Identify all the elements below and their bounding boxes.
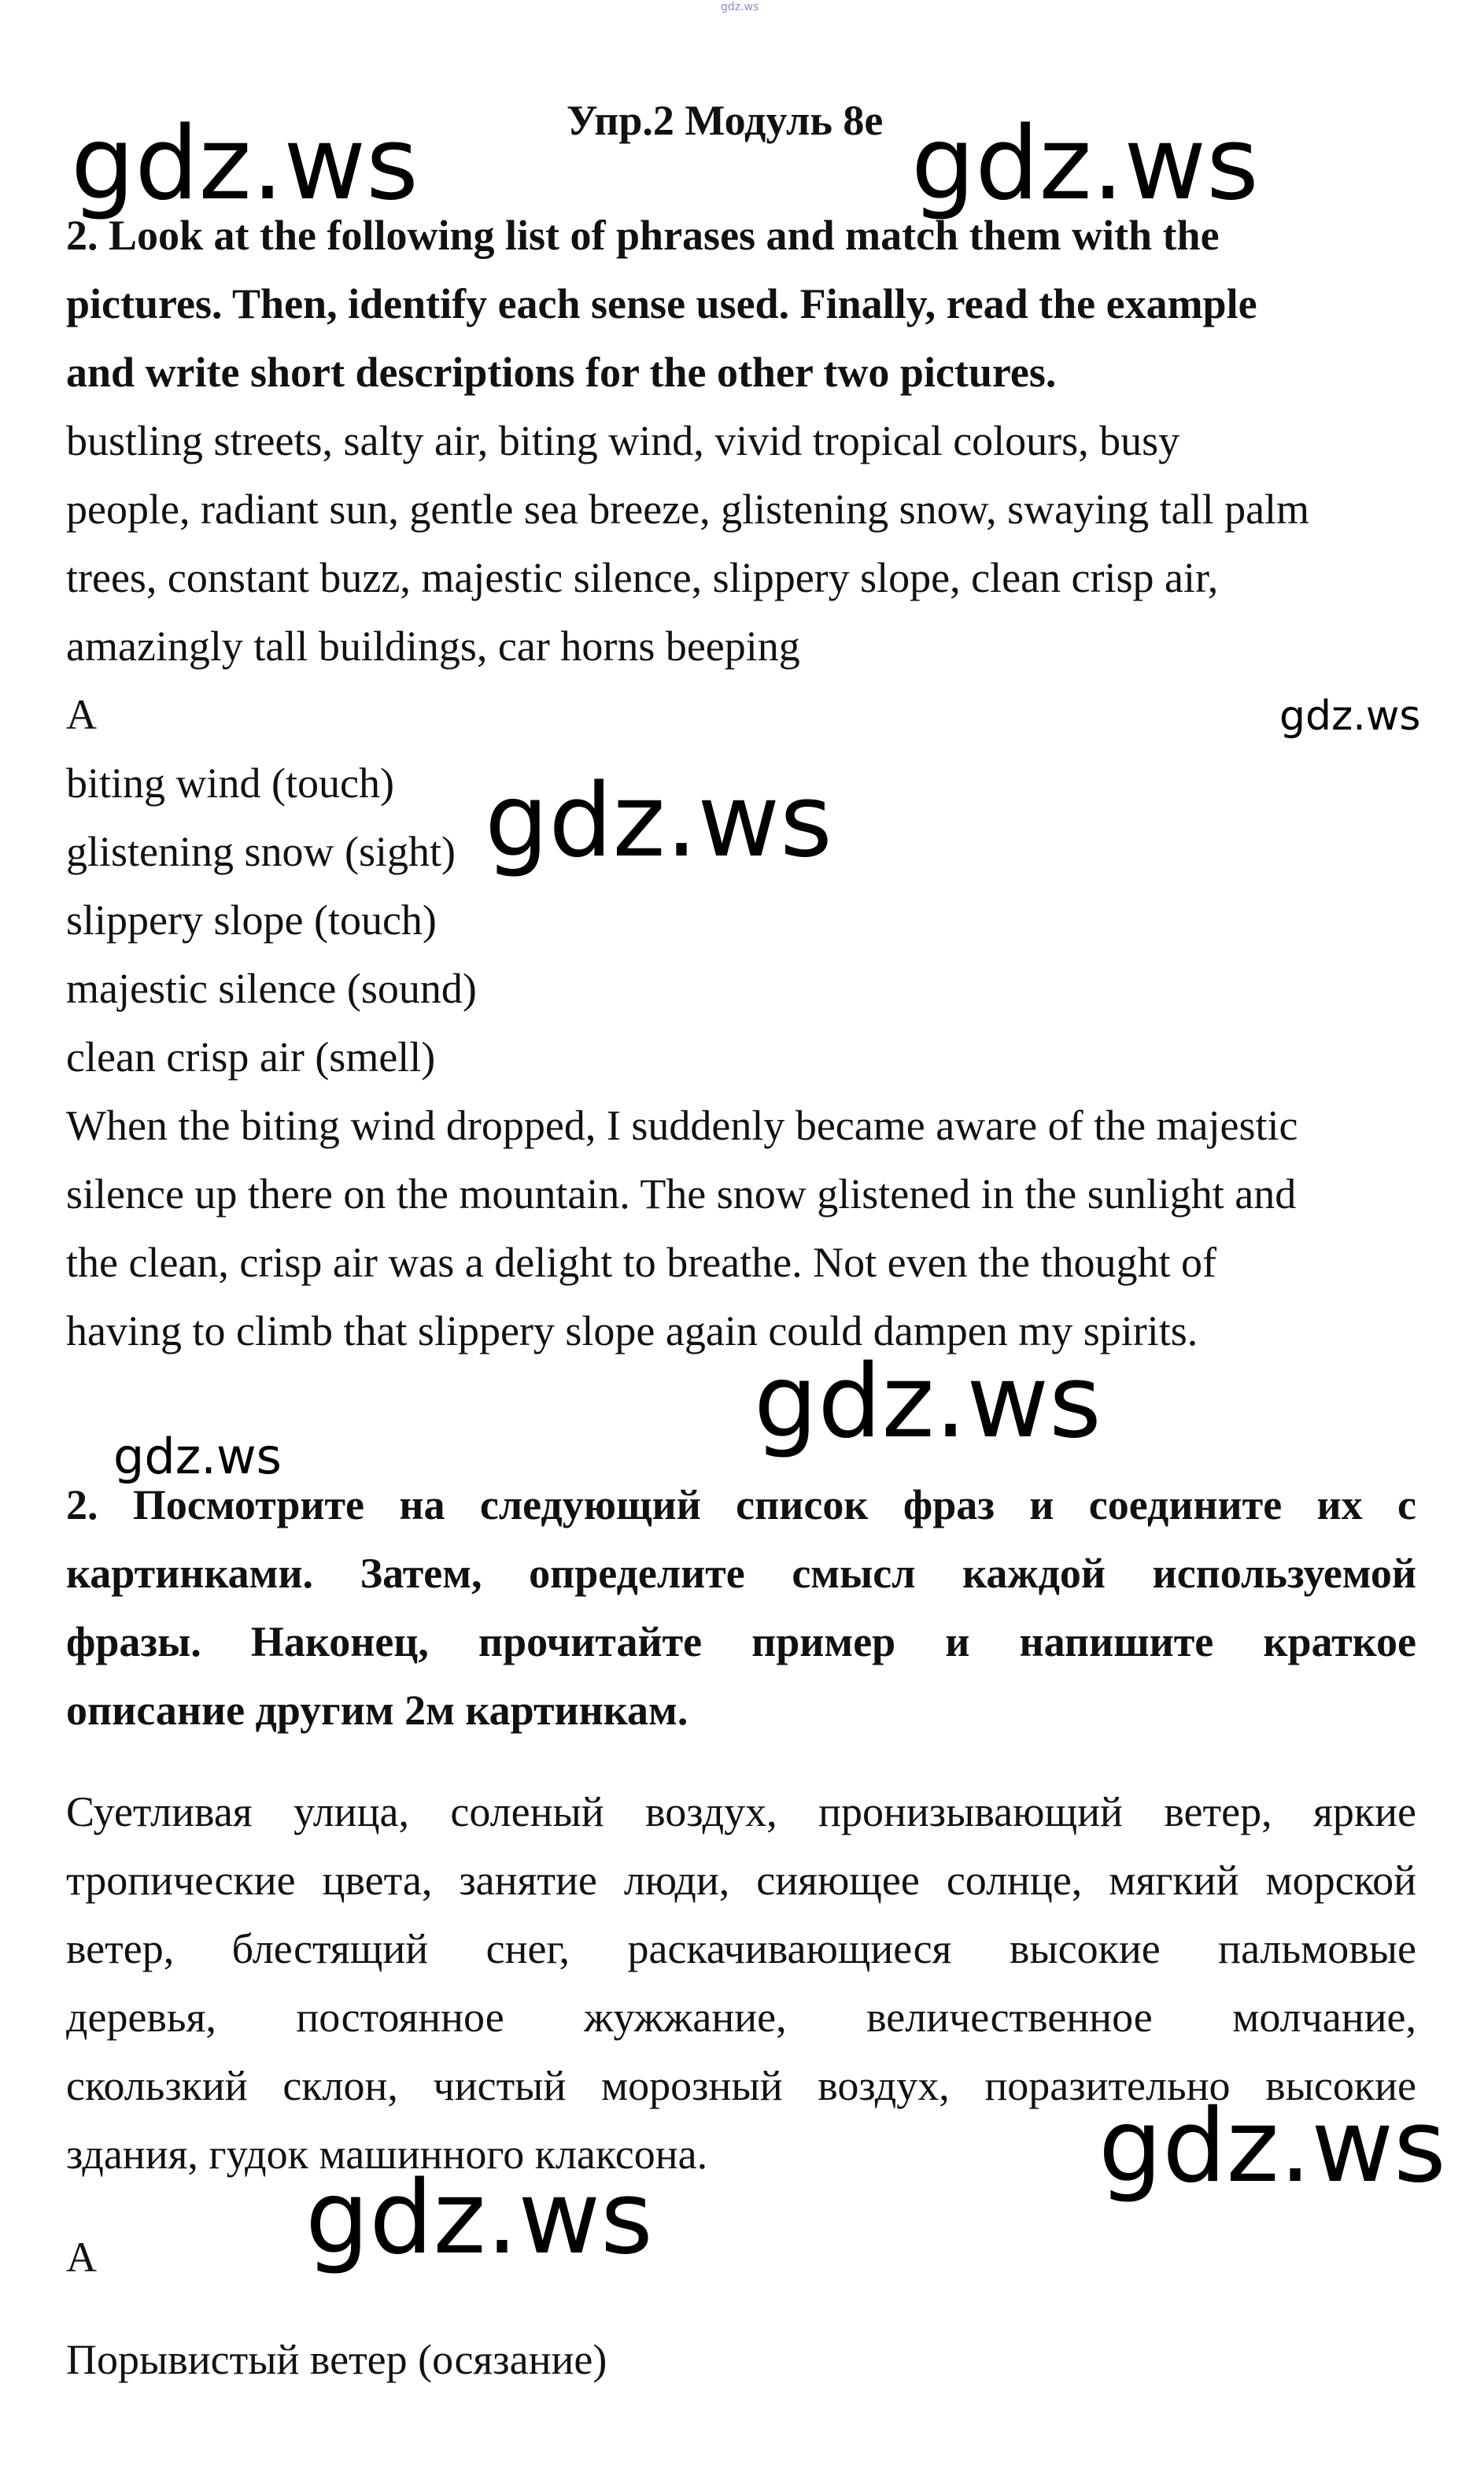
russian-first-item: Порывистый ветер (осязание) bbox=[66, 2336, 607, 2383]
watermark: gdz.ws bbox=[305, 2160, 653, 2277]
english-task-line: and write short descriptions for the other two pictures. bbox=[66, 349, 1057, 396]
list-item: slippery slope (touch) bbox=[66, 896, 437, 944]
english-example-line: having to climb that slippery slope again could dampen my spirits. bbox=[66, 1307, 1198, 1354]
watermark: gdz.ws bbox=[754, 1343, 1102, 1461]
russian-task-line: описание другим 2м картинкам. bbox=[66, 1687, 688, 1734]
watermark: gdz.ws bbox=[71, 105, 419, 223]
english-example-line: silence up there on the mountain. The snow glistened in the sunlight and bbox=[66, 1170, 1297, 1218]
watermark: gdz.ws bbox=[1098, 2088, 1446, 2205]
russian-phrases-line: здания, гудок машинного клаксона. bbox=[66, 2131, 708, 2178]
list-item: biting wind (touch) bbox=[66, 759, 394, 807]
english-phrases-line: amazingly tall buildings, car horns beeping bbox=[66, 623, 800, 670]
watermark-tiny: gdz.ws bbox=[721, 1, 759, 13]
english-example-line: When the biting wind dropped, I suddenly became aware of the majestic bbox=[66, 1102, 1298, 1149]
russian-section-label: A bbox=[66, 2234, 97, 2281]
watermark: gdz.ws bbox=[1279, 693, 1421, 740]
english-example-line: the clean, crisp air was a delight to breathe. Not even the thought of bbox=[66, 1239, 1217, 1286]
english-task-line: 2. Look at the following list of phrases and match them with the bbox=[66, 212, 1220, 259]
russian-phrases-line: деревья, постоянное жужжание, величественное молчание, bbox=[66, 1994, 1416, 2041]
russian-task-line: картинками. Затем, определите смысл каждой используемой bbox=[66, 1550, 1416, 1597]
english-task bbox=[66, 201, 1416, 407]
watermark: gdz.ws bbox=[911, 105, 1259, 223]
list-item: clean crisp air (smell) bbox=[66, 1033, 436, 1081]
russian-phrases-line: ветер, блестящий снег, раскачивающиеся высокие пальмовые bbox=[66, 1925, 1416, 1972]
russian-phrases-line: тропические цвета, занятие люди, сияющее солнце, мягкий морской bbox=[66, 1857, 1416, 1904]
english-phrases bbox=[66, 407, 1416, 681]
list-item: glistening snow (sight) bbox=[66, 828, 456, 875]
russian-task-line: фразы. Наконец, прочитайте пример и напишите краткое bbox=[66, 1618, 1416, 1665]
english-phrases-line: people, radiant sun, gentle sea breeze, glistening snow, swaying tall palm bbox=[66, 486, 1310, 533]
english-phrases-line: bustling streets, salty air, biting wind, vivid tropical colours, busy bbox=[66, 417, 1180, 464]
english-section-label: A bbox=[66, 691, 97, 738]
english-example bbox=[66, 1092, 1416, 1366]
page-title: Упр.2 Модуль 8е bbox=[567, 97, 884, 144]
watermark: gdz.ws bbox=[485, 763, 832, 880]
english-phrases-line: trees, constant buzz, majestic silence, slippery slope, clean crisp air, bbox=[66, 554, 1219, 601]
russian-task bbox=[66, 1471, 1416, 1745]
list-item: majestic silence (sound) bbox=[66, 965, 477, 1012]
english-task-line: pictures. Then, identify each sense used. Finally, read the example bbox=[66, 280, 1257, 327]
russian-task-line: 2. Посмотрите на следующий список фраз и соедините их с bbox=[66, 1481, 1416, 1528]
russian-phrases-line: скользкий склон, чистый морозный воздух, поразительно высокие bbox=[66, 2062, 1416, 2109]
watermark: gdz.ws bbox=[113, 1428, 282, 1485]
russian-phrases-line: Суетливая улица, соленый воздух, пронизывающий ветер, яркие bbox=[66, 1788, 1416, 1835]
